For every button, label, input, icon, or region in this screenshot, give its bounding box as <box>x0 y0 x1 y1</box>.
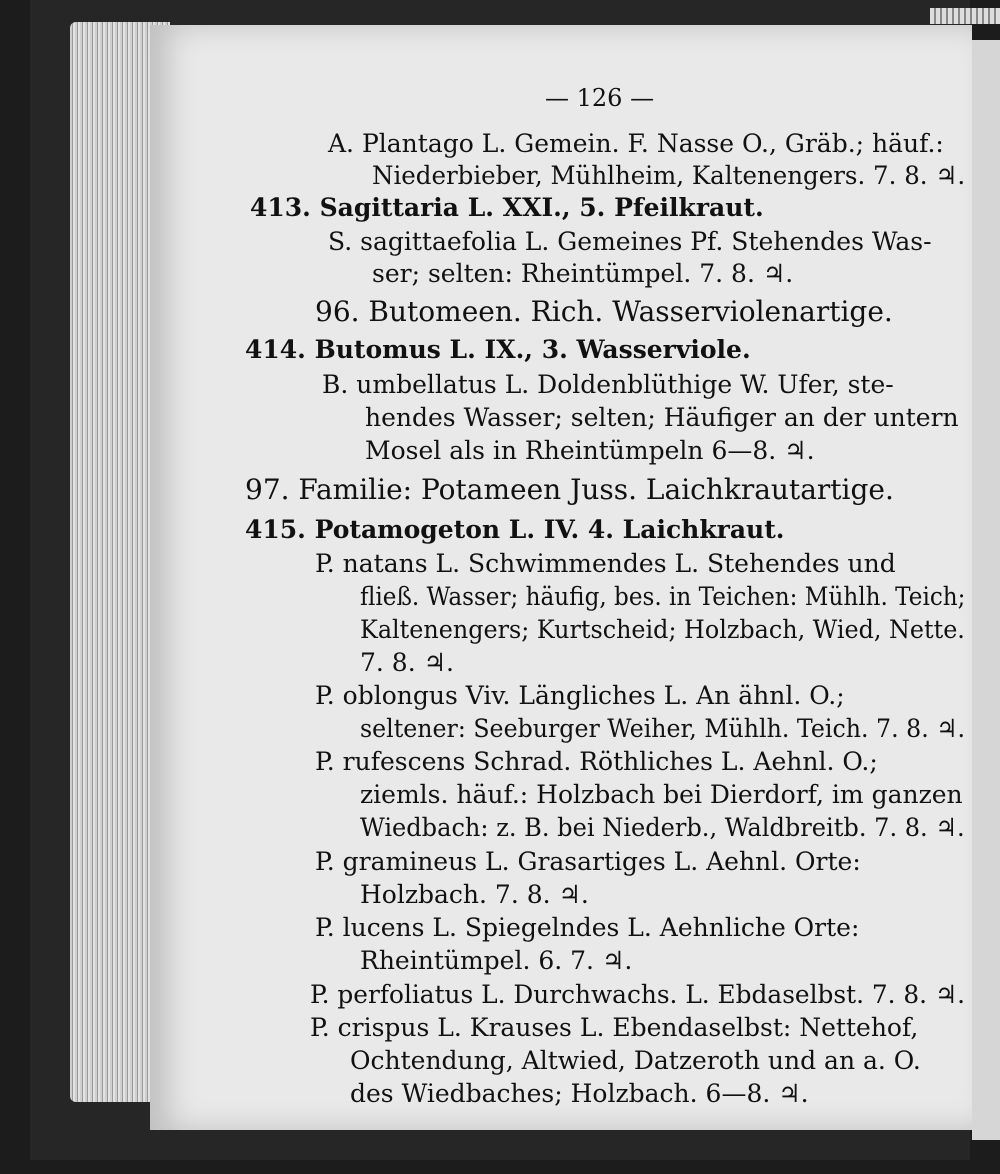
text-line: ser; selten: Rheintümpel. 7. 8. ♃. <box>372 259 794 288</box>
entry-line: 413. Sagittaria L. XXI., 5. Pfeilkraut. <box>250 193 764 222</box>
facing-page-edge <box>972 40 1000 1140</box>
text-line: P. perfoliatus L. Durchwachs. L. Ebdaselbst. 7. 8. ♃. <box>310 980 966 1009</box>
text-line: fließ. Wasser; häufig, bes. in Teichen: Mühlh. Teich; <box>360 582 966 611</box>
text-line: Holzbach. 7. 8. ♃. <box>360 880 589 909</box>
entry-line: 414. Butomus L. IX., 3. Wasserviole. <box>245 335 751 364</box>
bookmark-ribbon <box>930 8 1000 24</box>
text-line: seltener: Seeburger Weiher, Mühlh. Teich. 7. 8. ♃. <box>360 714 965 743</box>
page-number: — 126 — <box>545 84 655 112</box>
text-line: Ochtendung, Altwied, Datzeroth und an a. O. <box>350 1046 921 1075</box>
text-line: Kaltenengers; Kurtscheid; Holzbach, Wied, Nette. <box>360 615 965 644</box>
book-page <box>150 25 972 1130</box>
text-line: Mosel als in Rheintümpeln 6—8. ♃. <box>365 436 815 465</box>
text-line: P. oblongus Viv. Längliches L. An ähnl. O.; <box>315 681 845 710</box>
text-line: A. Plantago L. Gemein. F. Nasse O., Gräb.; häuf.: <box>328 129 944 158</box>
page-content <box>150 25 972 1130</box>
family-heading: 96. Butomeen. Rich. Wasserviolenartige. <box>315 295 893 328</box>
entry-line: 415. Potamogeton L. IV. 4. Laichkraut. <box>245 515 785 544</box>
family-heading: 97. Familie: Potameen Juss. Laichkrautartige. <box>245 473 894 506</box>
text-line: P. gramineus L. Grasartiges L. Aehnl. Orte: <box>315 847 861 876</box>
text-line: P. lucens L. Spiegelndes L. Aehnliche Orte: <box>315 913 860 942</box>
text-line: ziemls. häuf.: Holzbach bei Dierdorf, im ganzen <box>360 780 963 809</box>
text-line: P. rufescens Schrad. Röthliches L. Aehnl. O.; <box>315 747 878 776</box>
text-line: 7. 8. ♃. <box>360 648 454 677</box>
text-line: hendes Wasser; selten; Häufiger an der untern <box>365 403 959 432</box>
text-line: Wiedbach: z. B. bei Niederb., Waldbreitb. 7. 8. ♃. <box>360 813 965 842</box>
text-line: B. umbellatus L. Doldenblüthige W. Ufer, ste- <box>322 370 894 399</box>
text-line: P. crispus L. Krauses L. Ebendaselbst: Nettehof, <box>310 1013 919 1042</box>
text-line: des Wiedbaches; Holzbach. 6—8. ♃. <box>350 1079 809 1108</box>
text-line: S. sagittaefolia L. Gemeines Pf. Stehendes Was- <box>328 227 932 256</box>
text-line: P. natans L. Schwimmendes L. Stehendes und <box>315 549 896 578</box>
text-line: Niederbieber, Mühlheim, Kaltenengers. 7. 8. ♃. <box>372 161 966 190</box>
text-line: Rheintümpel. 6. 7. ♃. <box>360 946 633 975</box>
